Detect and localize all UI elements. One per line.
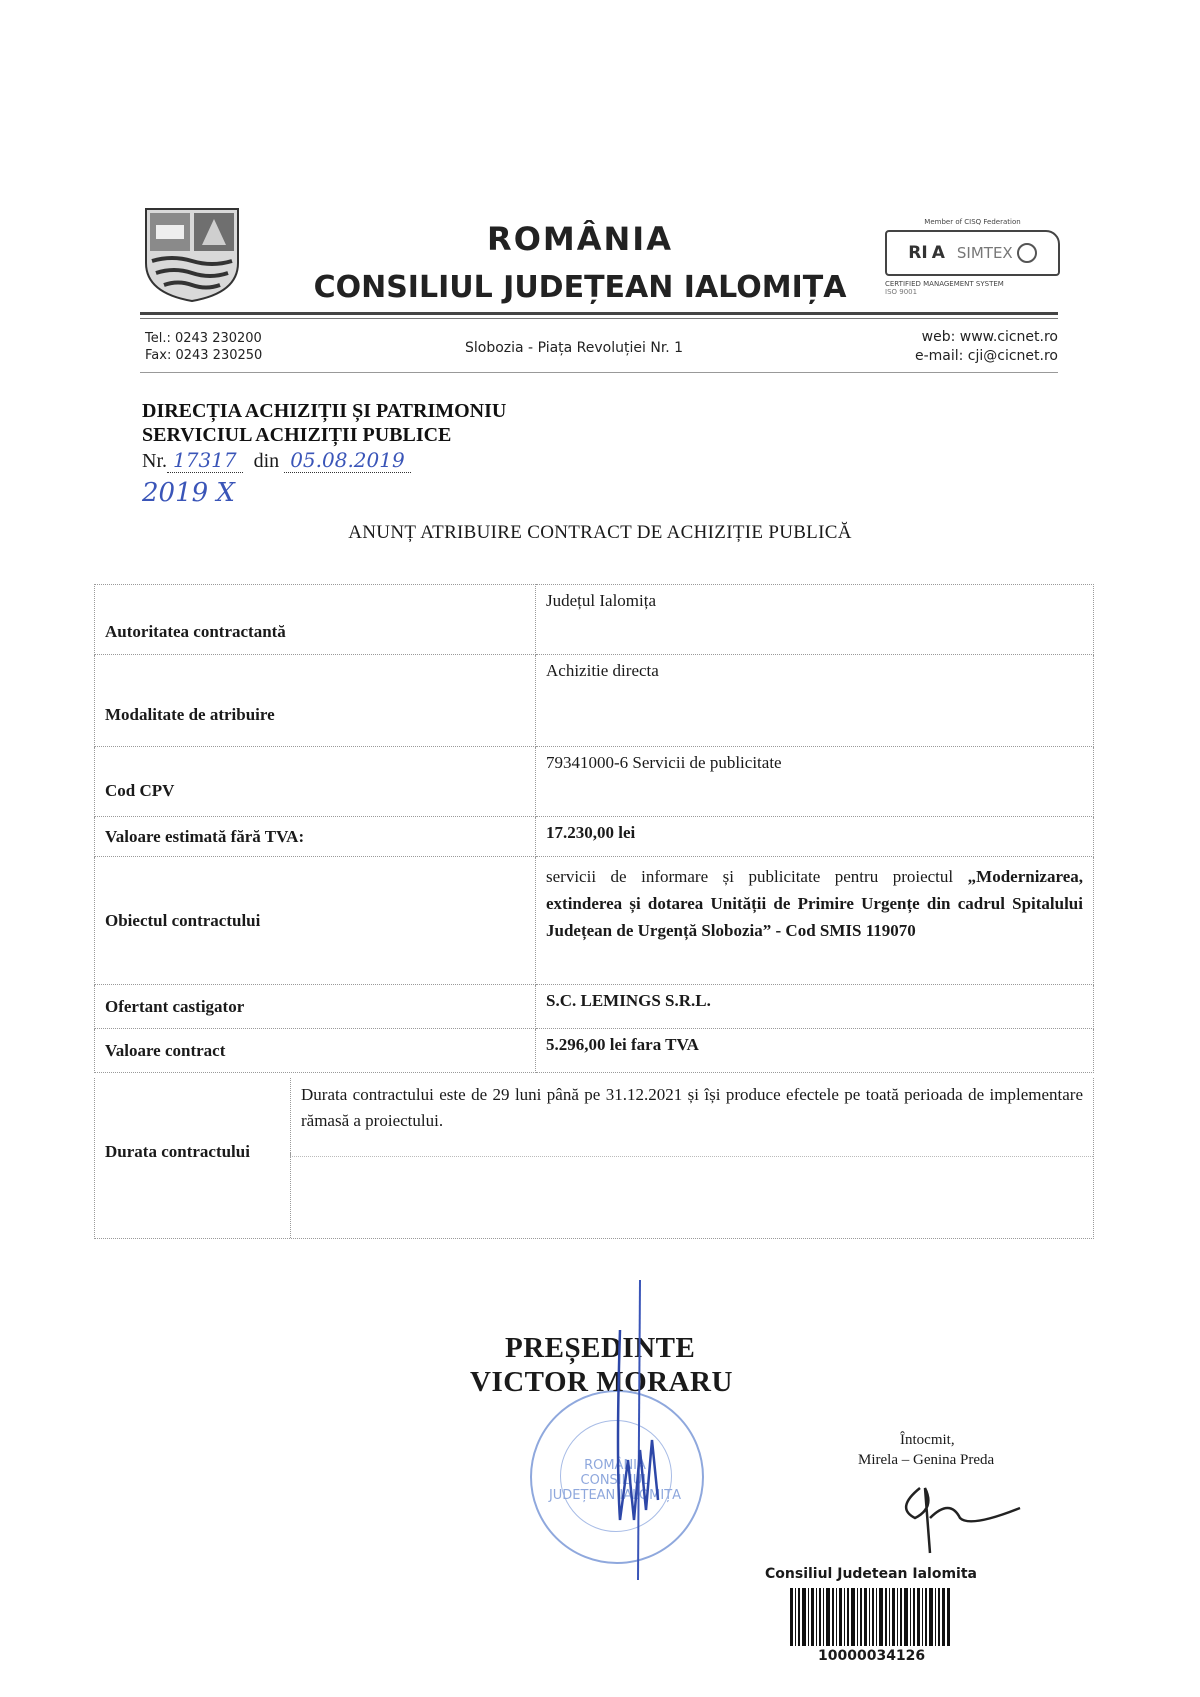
row-label: Ofertant castigator [95,985,536,1029]
cert-ring-icon [1017,243,1037,263]
registration-line [142,448,411,473]
department-line2: SERVICIUL ACHIZIȚII PUBLICE [142,424,452,446]
cert-top-text: Member of CISQ Federation [924,218,1021,226]
cert-brand-mid: A [931,243,945,263]
institution-title: CONSILIUL JUDEȚEAN IALOMIȚA [313,270,847,305]
web-block [880,328,1058,366]
object-bold-text: „Modernizarea, extinderea și dotarea Unității de Primire Urgențe din cadrul Spitalului Județean de Urgență Slobozia” - Cod SMIS 119070 [546,867,1084,940]
row-label: Valoare estimată fără TVA: [95,817,536,857]
duration-value: Durata contractului este de 29 luni până pe 31.12.2021 și își produce efectele pe toată perioada de implementare rămasă a proiectului. [290,1078,1093,1157]
cert-iso-text: ISO 9001 [885,288,918,296]
table-row [95,747,1094,817]
registry-barcode [790,1588,950,1651]
email-text: e-mail: cji@cicnet.ro [914,348,1058,364]
president-title: PREȘEDINTE [505,1332,696,1364]
cert-brand-left: RI [908,243,928,263]
duration-label: Durata contractului [105,1142,250,1161]
row-label: Modalitate de atribuire [95,655,536,747]
row-value: 79341000-6 Servicii de publicitate [536,747,1094,817]
registry-title: Consiliul Judetean Ialomita [765,1566,977,1582]
object-plain-text: servicii de informare și publicitate pentru proiectul [546,867,954,886]
din-label: din [253,450,280,472]
contact-rule [140,372,1058,373]
table-row [95,857,1094,985]
cert-brand-right: SIMTEX [956,244,1013,262]
row-value: Județul Ialomița [536,585,1094,655]
handwritten-note: 2019 X [142,478,235,508]
row-label: Obiectul contractului [95,857,536,985]
stamp-text: ROMÂNIA CONSILIUL JUDEȚEAN IALOMIȚA [548,1458,682,1503]
row-value: 5.296,00 lei fara TVA [536,1029,1094,1073]
row-value: S.C. LEMINGS S.R.L. [536,985,1094,1029]
prepared-name: Mirela – Genina Preda [858,1452,995,1468]
header-rule-thin [140,318,1058,319]
president-name: VICTOR MORARU [470,1366,733,1398]
department-line1: DIRECȚIA ACHIZIȚII ȘI PATRIMONIU [142,400,507,422]
registry-code: 10000034126 [818,1648,926,1664]
certification-badge [885,218,1060,310]
country-title: ROMÂNIA [487,220,673,258]
document-title: ANUNȚ ATRIBUIRE CONTRACT DE ACHIZIȚIE PUBLICĂ [348,522,852,543]
prepared-label: Întocmit, [900,1432,955,1448]
row-value: 17.230,00 lei [536,817,1094,857]
table-row [95,655,1094,747]
table-row [95,585,1094,655]
president-signature [580,1280,700,1585]
row-label: Cod CPV [95,747,536,817]
row-label: Valoare contract [95,1029,536,1073]
address-text: Slobozia - Piața Revoluției Nr. 1 [465,340,684,356]
table-row [95,817,1094,857]
fax-text: Fax: 0243 230250 [145,348,263,363]
phone-block [145,330,262,364]
nr-label: Nr. [142,450,167,472]
row-value: Achizitie directa [536,655,1094,747]
web-text: web: www.cicnet.ro [921,329,1058,345]
tel-text: Tel.: 0243 230200 [145,331,262,346]
prepared-signature [890,1478,1030,1563]
award-table [94,584,1094,1073]
cert-bottom-text: CERTIFIED MANAGEMENT SYSTEM [885,280,1004,288]
table-row [95,1029,1094,1073]
row-label: Autoritatea contractantă [95,585,536,655]
date-value: 05.08.2019 [284,448,411,473]
header-rule-thick [140,312,1058,315]
nr-value: 17317 [167,448,243,473]
row-value [536,857,1094,985]
coat-of-arms-logo [142,205,242,303]
table-row [95,985,1094,1029]
duration-row [94,1078,1094,1239]
